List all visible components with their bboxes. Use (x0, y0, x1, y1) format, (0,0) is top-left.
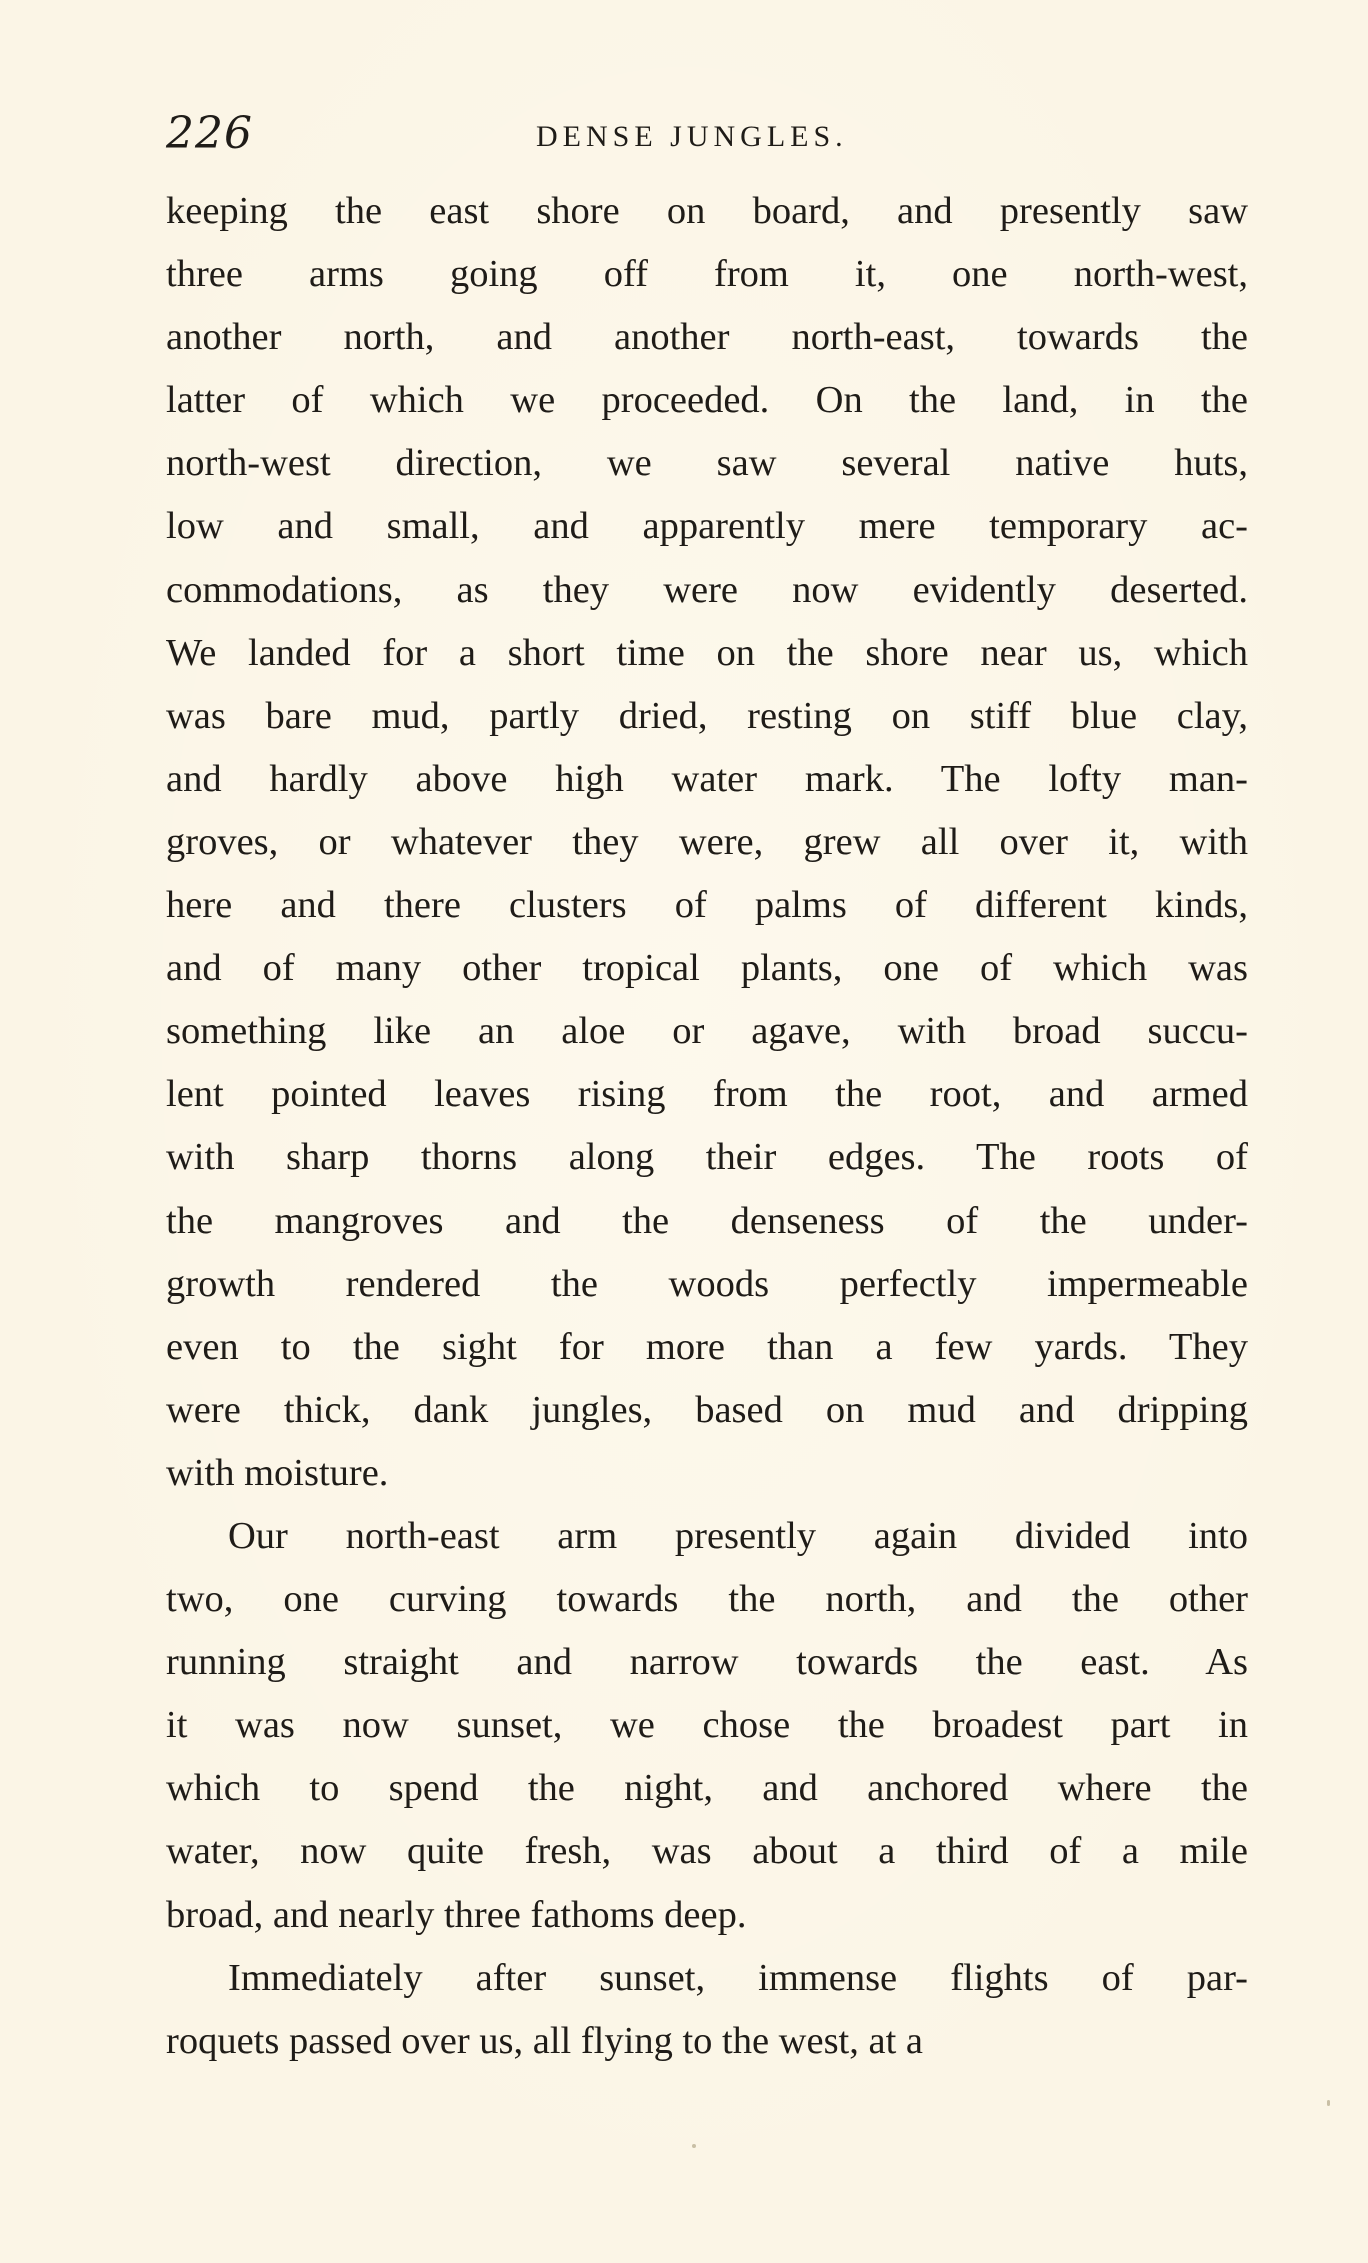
text-line: We landed for a short time on the shore near us, which (166, 631, 1248, 674)
text-line: were thick, dank jungles, based on mud and dripping (166, 1388, 1248, 1431)
running-head: DENSE JUNGLES. (536, 120, 848, 153)
text-line: running straight and narrow towards the east. As (166, 1641, 1248, 1684)
paragraph (166, 1505, 1248, 1947)
paper-mark (692, 2144, 696, 2148)
page-header (166, 108, 1248, 168)
text-line: and of many other tropical plants, one of which was (166, 947, 1248, 990)
text-line: two, one curving towards the north, and the other (166, 1578, 1248, 1621)
text-line: which to spend the night, and anchored where the (166, 1767, 1248, 1810)
text-line: broad, and nearly three fathoms deep. (166, 1893, 747, 1936)
text-line: was bare mud, partly dried, resting on stiff blue clay, (166, 694, 1248, 737)
text-line: commodations, as they were now evidently deserted. (166, 568, 1248, 611)
text-line: low and small, and apparently mere temporary ac- (166, 505, 1248, 548)
paragraph (166, 1947, 1248, 2073)
text-line: three arms going off from it, one north-west, (166, 253, 1248, 296)
text-line: latter of which we proceeded. On the land, in the (166, 379, 1248, 422)
text-line: here and there clusters of palms of different kinds, (166, 884, 1248, 927)
text-line: lent pointed leaves rising from the root, and armed (166, 1073, 1248, 1116)
text-line: and hardly above high water mark. The lofty man- (166, 757, 1248, 800)
paper-mark (1327, 2100, 1330, 2106)
text-line: keeping the east shore on board, and presently saw (166, 190, 1248, 232)
text-line: it was now sunset, we chose the broadest part in (166, 1704, 1248, 1747)
text-line: growth rendered the woods perfectly impermeable (166, 1262, 1248, 1305)
text-line: with moisture. (166, 1451, 389, 1494)
text-line: water, now quite fresh, was about a third of a mile (166, 1830, 1248, 1873)
paragraph (166, 180, 1248, 1505)
text-line: another north, and another north-east, towards the (166, 316, 1248, 359)
body-text (166, 180, 1248, 2073)
page-number: 226 (166, 108, 253, 159)
text-line: something like an aloe or agave, with broad succu- (166, 1010, 1248, 1053)
text-line: even to the sight for more than a few yards. They (166, 1325, 1248, 1368)
text-line: north-west direction, we saw several native huts, (166, 442, 1248, 485)
text-line: the mangroves and the denseness of the under- (166, 1199, 1248, 1242)
text-line: Immediately after sunset, immense flights of par- (228, 1956, 1248, 1999)
text-line: groves, or whatever they were, grew all over it, with (166, 820, 1248, 863)
text-line: roquets passed over us, all flying to the west, at a (166, 2019, 923, 2062)
text-line: Our north-east arm presently again divided into (228, 1514, 1248, 1557)
text-line: with sharp thorns along their edges. The roots of (166, 1136, 1248, 1179)
